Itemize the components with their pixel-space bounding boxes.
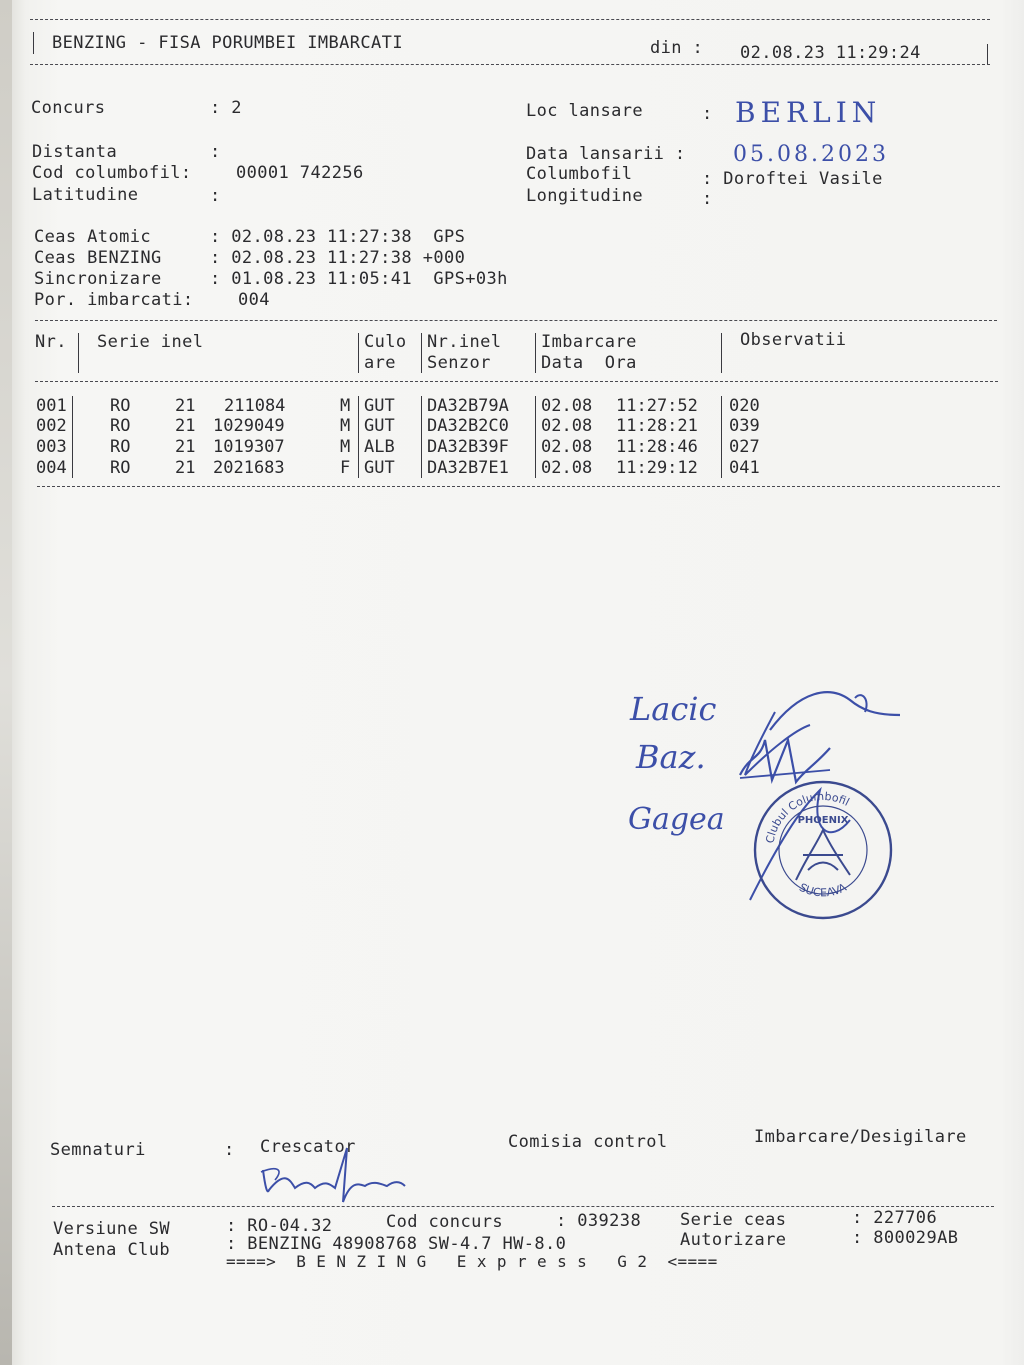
print-time-label: din :: [650, 38, 704, 58]
header-left-bar: [33, 32, 34, 54]
autorizare-value: : 800029AB: [852, 1228, 959, 1248]
crescator-label: Crescator: [260, 1137, 356, 1157]
row-an: 21: [175, 437, 196, 457]
col-observatii-header: Observatii: [740, 330, 847, 350]
serie-ceas-value: : 227706: [852, 1208, 938, 1228]
row-culoare: GUT: [364, 396, 395, 416]
row-inel: 2021683: [213, 458, 285, 478]
crescator-signature: [255, 1140, 425, 1210]
loc-lansare-sep: :: [702, 104, 713, 124]
row-inel: 1029049: [213, 416, 285, 436]
semnaturi-label: Semnaturi: [50, 1140, 146, 1160]
col-imbarcare-header-1: Imbarcare: [541, 332, 637, 352]
row-divider-culoare: [358, 396, 359, 478]
table-bottom-separator: [37, 486, 1000, 487]
col-divider-5: [721, 333, 722, 373]
row-inel: 211084: [224, 396, 286, 416]
col-divider-3: [421, 333, 422, 373]
col-divider-1: [78, 333, 79, 373]
col-nr-header: Nr.: [35, 332, 67, 352]
header-right-bar: [987, 44, 988, 64]
versiune-sw-value: : RO-04.32: [226, 1216, 333, 1236]
row-divider-nr: [72, 396, 73, 478]
row-tara: RO: [110, 396, 131, 416]
row-tara: RO: [110, 416, 131, 436]
stamp-mid-text: PHOENIX: [797, 815, 849, 826]
row-inel: 1019307: [213, 437, 285, 457]
row-nr: 003: [36, 437, 67, 457]
concurs-value: : 2: [210, 98, 242, 118]
row-obs: 039: [729, 416, 760, 436]
row-ora: 11:28:46: [616, 437, 698, 457]
columbofil-value: : Doroftei Vasile: [702, 169, 883, 189]
row-obs: 020: [729, 396, 760, 416]
row-ora: 11:27:52: [616, 396, 698, 416]
row-divider-data: [535, 396, 536, 478]
columbofil-label: Columbofil: [526, 164, 633, 184]
row-senzor: DA32B2C0: [427, 416, 509, 436]
serie-ceas-label: Serie ceas: [680, 1210, 787, 1230]
col-culoare-header-2: are: [364, 353, 396, 373]
row-sex: M: [340, 396, 351, 416]
row-data: 02.08: [541, 458, 593, 478]
row-obs: 027: [729, 437, 760, 457]
document-title: BENZING - FISA PORUMBEI IMBARCATI: [52, 33, 403, 53]
col-nrinel-header-2: Senzor: [427, 353, 491, 373]
row-nr: 004: [36, 458, 67, 478]
row-senzor: DA32B79A: [427, 396, 509, 416]
stamp-top-text: Clubul Columbofil: [763, 789, 852, 845]
handwritten-name-3: Gagea: [628, 802, 725, 837]
row-ora: 11:28:21: [616, 416, 698, 436]
comisia-control-label: Comisia control: [508, 1132, 668, 1152]
row-culoare: GUT: [364, 416, 395, 436]
col-nrinel-header-1: Nr.inel: [427, 332, 502, 352]
row-an: 21: [175, 458, 196, 478]
row-obs: 041: [729, 458, 760, 478]
header-separator: [30, 64, 990, 65]
row-nr: 002: [36, 416, 67, 436]
ceas-atomic-value: : 02.08.23 11:27:38 GPS: [210, 227, 466, 247]
col-culoare-header-1: Culo: [364, 332, 407, 352]
ceas-atomic-label: Ceas Atomic: [34, 227, 151, 247]
row-senzor: DA32B7E1: [427, 458, 509, 478]
porumbei-imbarcati-value: 004: [238, 290, 270, 310]
col-divider-2: [358, 333, 359, 373]
row-divider-obs: [721, 396, 722, 478]
loc-lansare-label: Loc lansare: [526, 101, 643, 121]
data-lansarii-value: 05.08.2023: [733, 142, 889, 167]
top-separator: [30, 19, 990, 20]
row-tara: RO: [110, 458, 131, 478]
handwritten-name-2: Baz.: [636, 738, 706, 776]
row-tara: RO: [110, 437, 131, 457]
club-stamp: [748, 775, 898, 925]
autorizare-label: Autorizare: [680, 1230, 787, 1250]
porumbei-imbarcati-label: Por. imbarcati:: [34, 290, 194, 310]
versiune-sw-label: Versiune SW: [53, 1219, 170, 1239]
handwritten-name-1: Lacic: [630, 690, 717, 728]
row-sex: M: [340, 416, 351, 436]
concurs-label: Concurs: [31, 98, 106, 118]
row-an: 21: [175, 396, 196, 416]
cod-columbofil-value: 00001 742256: [236, 163, 364, 183]
sincronizare-label: Sincronizare: [34, 269, 162, 289]
row-sex: M: [340, 437, 351, 457]
antena-club-value: : BENZING 48908768 SW-4.7 HW-8.0: [226, 1234, 567, 1254]
longitudine-label: Longitudine: [526, 186, 643, 206]
distanta-label: Distanta: [32, 142, 118, 162]
semnaturi-sep: :: [224, 1140, 235, 1160]
latitudine-label: Latitudine: [32, 185, 139, 205]
col-imbarcare-header-2: Data Ora: [541, 353, 637, 373]
print-time-value: 02.08.23 11:29:24: [740, 43, 921, 63]
col-divider-4: [535, 333, 536, 373]
benzing-express-banner: ====> B E N Z I N G E x p r e s s G 2 <====: [226, 1252, 718, 1271]
table-header-separator: [35, 381, 998, 382]
row-data: 02.08: [541, 416, 593, 436]
antena-club-label: Antena Club: [53, 1240, 170, 1260]
latitudine-sep: :: [210, 186, 221, 206]
data-lansarii-label: Data lansarii :: [526, 144, 686, 164]
ceas-benzing-value: : 02.08.23 11:27:38 +000: [210, 248, 466, 268]
longitudine-sep: :: [702, 189, 713, 209]
table-top-separator: [35, 320, 997, 321]
cod-columbofil-label: Cod columbofil:: [32, 163, 192, 183]
stamp-bottom-text: SUCEAVA: [797, 880, 849, 900]
row-an: 21: [175, 416, 196, 436]
paper-edge: [0, 0, 12, 1365]
row-data: 02.08: [541, 396, 593, 416]
ceas-benzing-label: Ceas BENZING: [34, 248, 162, 268]
row-data: 02.08: [541, 437, 593, 457]
col-serie-header: Serie inel: [97, 332, 204, 352]
row-senzor: DA32B39F: [427, 437, 509, 457]
footer-separator: [52, 1206, 994, 1207]
row-sex: F: [340, 458, 351, 478]
distanta-sep: :: [210, 142, 221, 162]
sincronizare-value: : 01.08.23 11:05:41 GPS+03h: [210, 269, 508, 289]
loc-lansare-value: BERLIN: [735, 96, 882, 129]
cod-concurs-value: : 039238: [556, 1211, 642, 1231]
row-ora: 11:29:12: [616, 458, 698, 478]
row-nr: 001: [36, 396, 67, 416]
imbarcare-desigilare-label: Imbarcare/Desigilare: [754, 1127, 967, 1147]
row-divider-senzor: [421, 396, 422, 478]
row-culoare: ALB: [364, 437, 395, 457]
cod-concurs-label: Cod concurs: [386, 1212, 503, 1232]
row-culoare: GUT: [364, 458, 395, 478]
